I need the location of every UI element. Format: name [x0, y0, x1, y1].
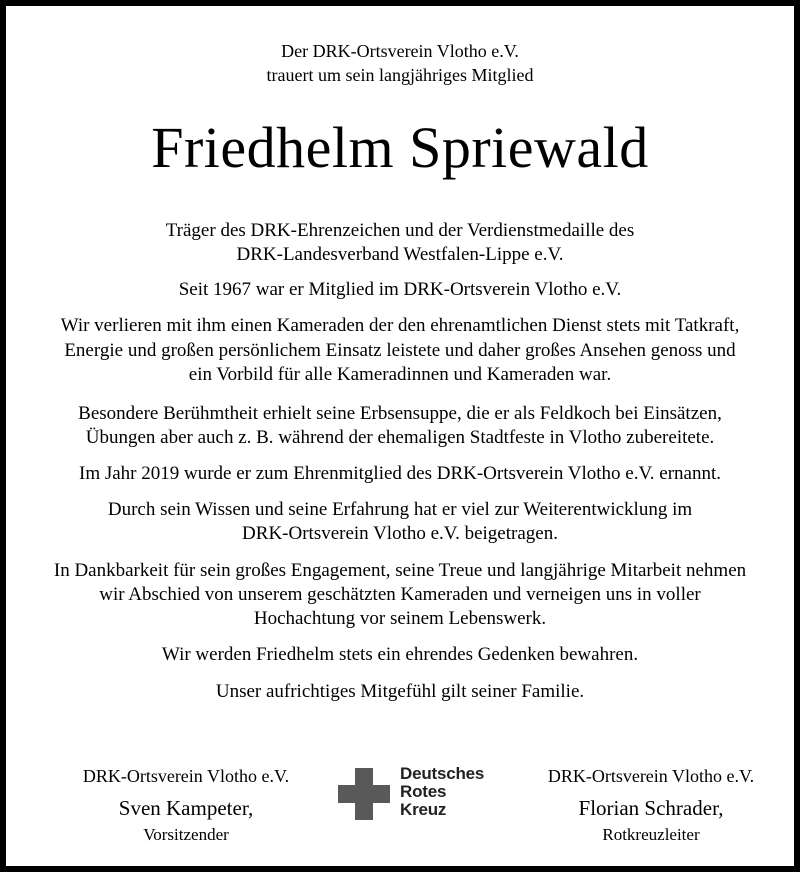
logo-word-1: Deutsches [400, 764, 485, 783]
loss-line-2: Energie und großen persönlichem Einsatz leistete und daher großes Ansehen genoss und [64, 340, 736, 361]
knowledge-line-2: DRK-Ortsverein Vlotho e.V. beigetragen. [242, 523, 558, 544]
loss-line-1: Wir verlieren mit ihm einen Kameraden der den ehrenamtlichen Dienst stets mit Tatkraft, [60, 315, 740, 336]
intro-line-2: trauert um sein langjähriges Mitglied [266, 65, 534, 85]
knowledge-line-1: Durch sein Wissen und seine Erfahrung hat er viel zur Weiterentwicklung im [107, 499, 693, 520]
logo-word-3: Kreuz [400, 800, 447, 819]
thanks-line-3: Hochachtung vor seinem Lebenswerk. [253, 608, 547, 629]
honors-line-1: Träger des DRK-Ehrenzeichen und der Verdienstmedaille des [165, 220, 635, 241]
signature-left-org: DRK-Ortsverein Vlotho e.V. [82, 766, 290, 786]
honors-line-2: DRK-Landesverband Westfalen-Lippe e.V. [236, 244, 564, 265]
deceased-name: Friedhelm Spriewald [151, 115, 649, 180]
sympathy-line: Unser aufrichtiges Mitgefühl gilt seiner Familie. [215, 681, 585, 702]
intro-line-1: Der DRK-Ortsverein Vlotho e.V. [281, 41, 519, 61]
thanks-line-2: wir Abschied von unserem geschätzten Kameraden und verneigen uns in voller [99, 584, 701, 605]
logo-word-2: Rotes [400, 782, 447, 801]
soup-line-1: Besondere Berühmtheit erhielt seine Erbsensuppe, die er als Feldkoch bei Einsätzen, [78, 403, 722, 424]
signature-right-org: DRK-Ortsverein Vlotho e.V. [547, 766, 755, 786]
signature-right-role: Rotkreuzleiter [602, 825, 700, 844]
thanks-line-1: In Dankbarkeit für sein großes Engagement, seine Treue und langjährige Mitarbeit nehmen [53, 560, 747, 581]
drk-logo [336, 766, 516, 822]
membership-line: Seit 1967 war er Mitglied im DRK-Ortsverein Vlotho e.V. [178, 279, 622, 300]
signature-right-name: Florian Schrader, [578, 796, 724, 820]
red-cross-icon [338, 768, 390, 820]
signature-left-name: Sven Kampeter, [118, 796, 254, 820]
soup-line-2: Übungen aber auch z. B. während der ehemaligen Stadtfeste in Vlotho zubereitete. [85, 427, 715, 448]
memory-line: Wir werden Friedhelm stets ein ehrendes Gedenken bewahren. [161, 644, 639, 665]
logo-wordmark [400, 765, 484, 819]
loss-line-3: ein Vorbild für alle Kameradinnen und Kameraden war. [188, 364, 612, 385]
signature-left-role: Vorsitzender [143, 825, 229, 844]
honorary-line: Im Jahr 2019 wurde er zum Ehrenmitglied des DRK-Ortsverein Vlotho e.V. ernannt. [79, 463, 721, 484]
